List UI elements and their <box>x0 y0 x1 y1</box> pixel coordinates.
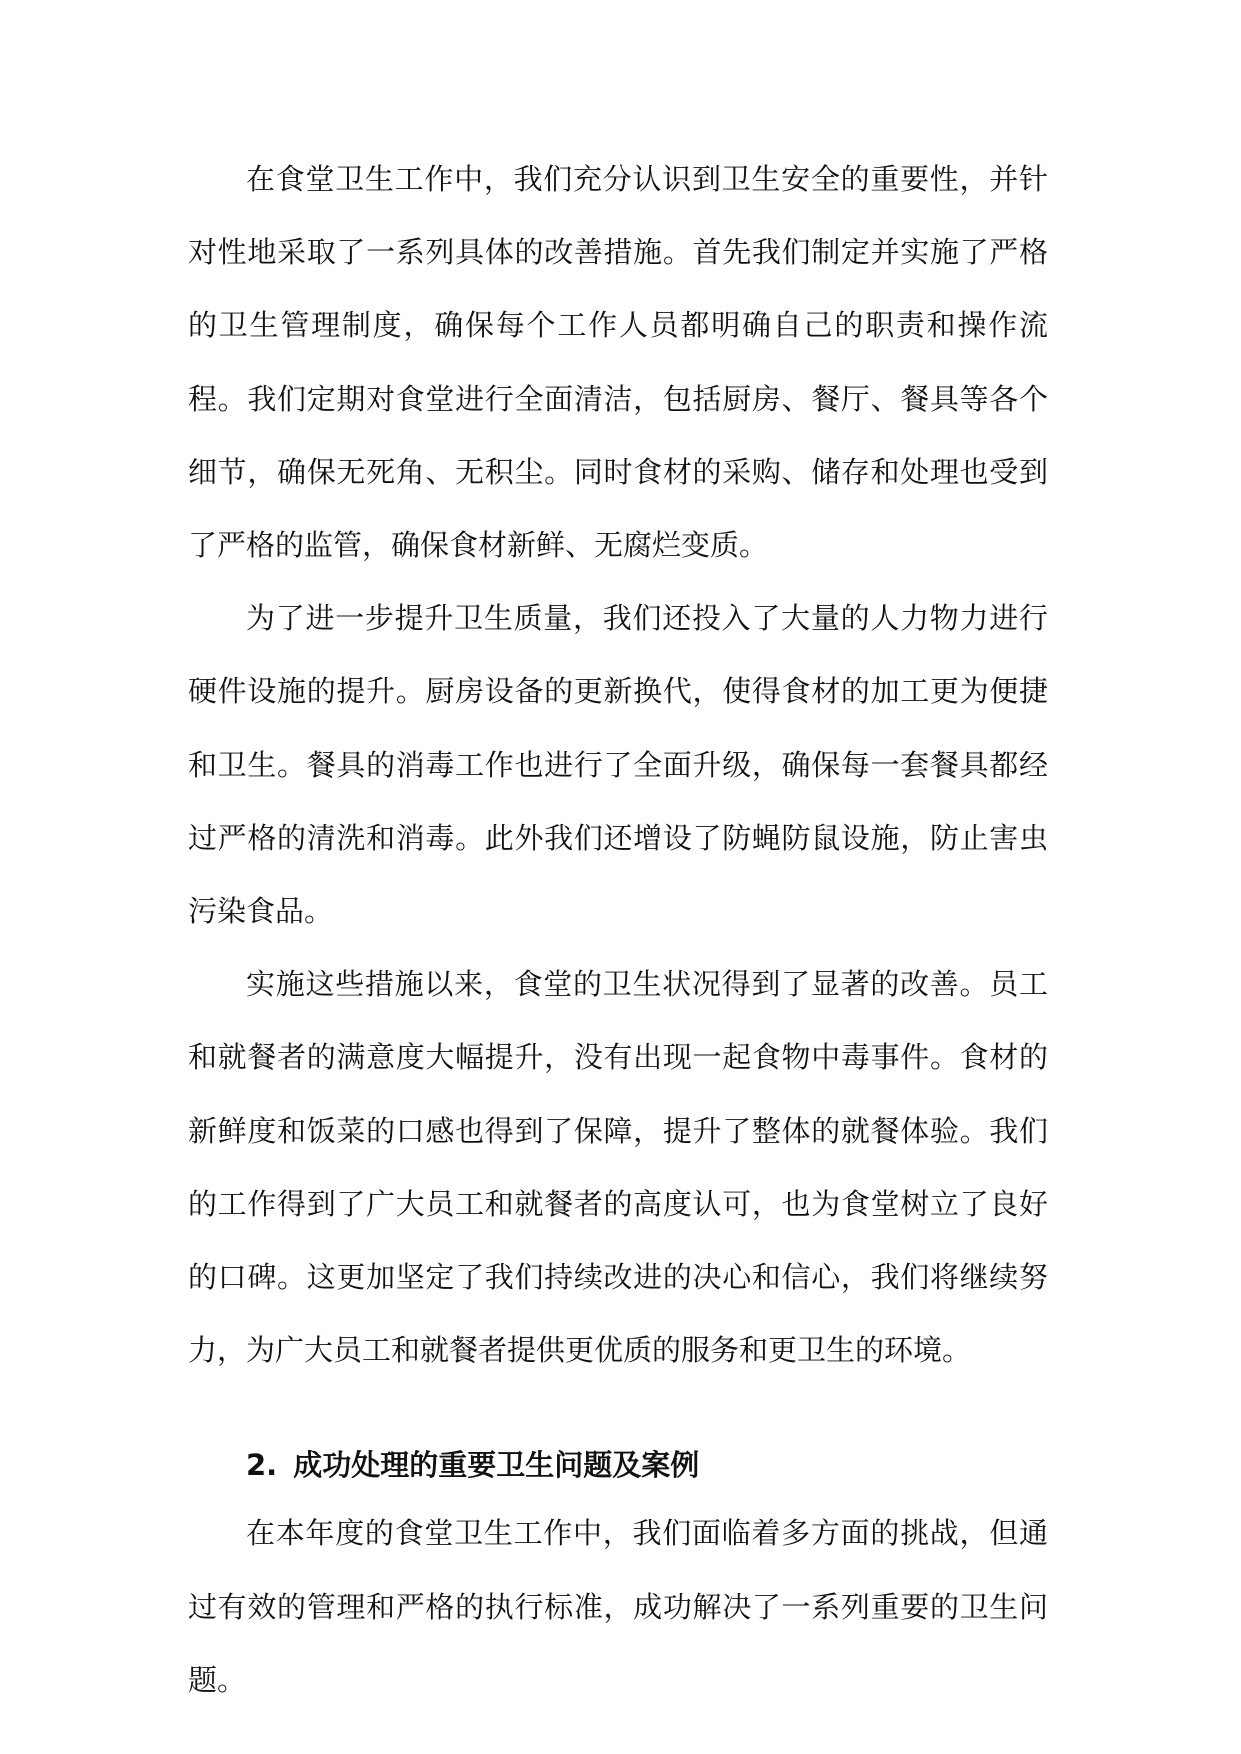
section-heading <box>188 1433 1048 1497</box>
section-number: 2. <box>246 1448 278 1483</box>
paragraph-section-intro: 在本年度的食堂卫生工作中，我们面临着多方面的挑战，但通过有效的管理和严格的执行标准，成功解决了一系列重要的卫生问题。 <box>188 1516 1048 1697</box>
paragraph-results: 实施这些措施以来，食堂的卫生状况得到了显著的改善。员工和就餐者的满意度大幅提升，没有出现一起食物中毒事件。食材的新鲜度和饭菜的口感也得到了保障，提升了整体的就餐体验。我们的工作得到了广大员工和就餐者的高度认可，也为食堂树立了良好的口碑。这更加坚定了我们持续改进的决心和信心，我们将继续努力，为广大员工和就餐者提供更优质的服务和更卫生的环境。 <box>188 967 1048 1368</box>
paragraph-facility-upgrades: 为了进一步提升卫生质量，我们还投入了大量的人力物力进行硬件设施的提升。厨房设备的更新换代，使得食材的加工更为便捷和卫生。餐具的消毒工作也进行了全面升级，确保每一套餐具都经过严格的清洗和消毒。此外我们还增设了防蝇防鼠设施，防止害虫污染食品。 <box>188 601 1048 929</box>
section-title: 成功处理的重要卫生问题及案例 <box>293 1448 700 1483</box>
document-body <box>188 143 1048 1717</box>
paragraph-sanitation-measures: 在食堂卫生工作中，我们充分认识到卫生安全的重要性，并针对性地采取了一系列具体的改善措施。首先我们制定并实施了严格的卫生管理制度，确保每个工作人员都明确自己的职责和操作流程。我们定期对食堂进行全面清洁，包括厨房、餐厅、餐具等各个细节，确保无死角、无积尘。同时食材的采购、储存和处理也受到了严格的监管，确保食材新鲜、无腐烂变质。 <box>188 162 1048 563</box>
